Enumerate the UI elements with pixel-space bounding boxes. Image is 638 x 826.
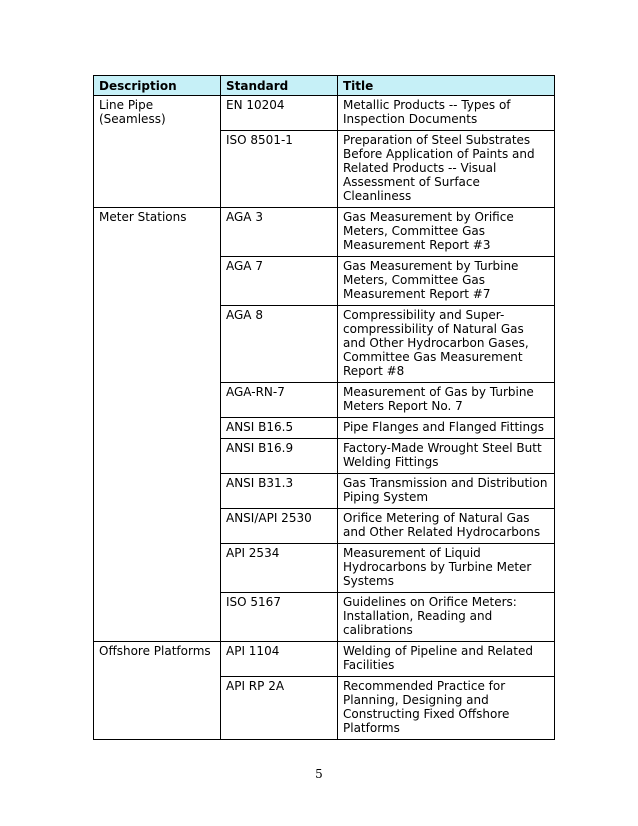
description-cell bbox=[94, 418, 221, 439]
table-row bbox=[94, 474, 555, 509]
table-row bbox=[94, 544, 555, 593]
title-cell: Measurement of Liquid Hydrocarbons by Turbine Meter Systems bbox=[338, 544, 555, 593]
description-cell bbox=[94, 306, 221, 383]
header-standard: Standard bbox=[221, 76, 338, 96]
table-row bbox=[94, 593, 555, 642]
table-row bbox=[94, 677, 555, 740]
description-cell bbox=[94, 131, 221, 208]
standard-cell: AGA 8 bbox=[221, 306, 338, 383]
title-cell: Compressibility and Super-compressibility of Natural Gas and Other Hydrocarbon Gases, Committee Gas Measurement Report #8 bbox=[338, 306, 555, 383]
table-row bbox=[94, 257, 555, 306]
standard-cell: AGA 3 bbox=[221, 208, 338, 257]
standard-cell: AGA 7 bbox=[221, 257, 338, 306]
table-row bbox=[94, 383, 555, 418]
title-cell: Gas Measurement by Orifice Meters, Committee Gas Measurement Report #3 bbox=[338, 208, 555, 257]
title-cell: Orifice Metering of Natural Gas and Other Related Hydrocarbons bbox=[338, 509, 555, 544]
description-cell bbox=[94, 509, 221, 544]
description-cell bbox=[94, 677, 221, 740]
table-row bbox=[94, 642, 555, 677]
header-title: Title bbox=[338, 76, 555, 96]
table-row bbox=[94, 509, 555, 544]
standard-cell: ISO 8501-1 bbox=[221, 131, 338, 208]
standards-table bbox=[93, 75, 555, 740]
title-cell: Metallic Products -- Types of Inspection Documents bbox=[338, 96, 555, 131]
standard-cell: AGA-RN-7 bbox=[221, 383, 338, 418]
table-row bbox=[94, 418, 555, 439]
header-description: Description bbox=[94, 76, 221, 96]
description-cell bbox=[94, 383, 221, 418]
title-cell: Factory-Made Wrought Steel Butt Welding Fittings bbox=[338, 439, 555, 474]
description-cell bbox=[94, 257, 221, 306]
title-cell: Gas Transmission and Distribution Piping System bbox=[338, 474, 555, 509]
table-row bbox=[94, 306, 555, 383]
table-row bbox=[94, 131, 555, 208]
title-cell: Guidelines on Orifice Meters: Installation, Reading and calibrations bbox=[338, 593, 555, 642]
description-cell bbox=[94, 593, 221, 642]
title-cell: Welding of Pipeline and Related Facilities bbox=[338, 642, 555, 677]
header-row bbox=[94, 76, 555, 96]
standard-cell: ANSI B16.9 bbox=[221, 439, 338, 474]
page-number: 5 bbox=[315, 767, 323, 781]
standard-cell: ANSI B31.3 bbox=[221, 474, 338, 509]
standard-cell: ISO 5167 bbox=[221, 593, 338, 642]
description-cell: Meter Stations bbox=[94, 208, 221, 257]
description-cell bbox=[94, 474, 221, 509]
standard-cell: API 1104 bbox=[221, 642, 338, 677]
standard-cell: ANSI B16.5 bbox=[221, 418, 338, 439]
title-cell: Recommended Practice for Planning, Designing and Constructing Fixed Offshore Platforms bbox=[338, 677, 555, 740]
title-cell: Preparation of Steel Substrates Before Application of Paints and Related Products -- Visual Assessment of Surface Cleanliness bbox=[338, 131, 555, 208]
table-row bbox=[94, 439, 555, 474]
description-cell bbox=[94, 544, 221, 593]
table-row bbox=[94, 96, 555, 131]
title-cell: Measurement of Gas by Turbine Meters Report No. 7 bbox=[338, 383, 555, 418]
title-cell: Gas Measurement by Turbine Meters, Committee Gas Measurement Report #7 bbox=[338, 257, 555, 306]
standard-cell: ANSI/API 2530 bbox=[221, 509, 338, 544]
title-cell: Pipe Flanges and Flanged Fittings bbox=[338, 418, 555, 439]
description-cell: Offshore Platforms bbox=[94, 642, 221, 677]
standard-cell: API RP 2A bbox=[221, 677, 338, 740]
description-cell bbox=[94, 439, 221, 474]
standard-cell: EN 10204 bbox=[221, 96, 338, 131]
description-cell: Line Pipe (Seamless) bbox=[94, 96, 221, 131]
standard-cell: API 2534 bbox=[221, 544, 338, 593]
table-row bbox=[94, 208, 555, 257]
